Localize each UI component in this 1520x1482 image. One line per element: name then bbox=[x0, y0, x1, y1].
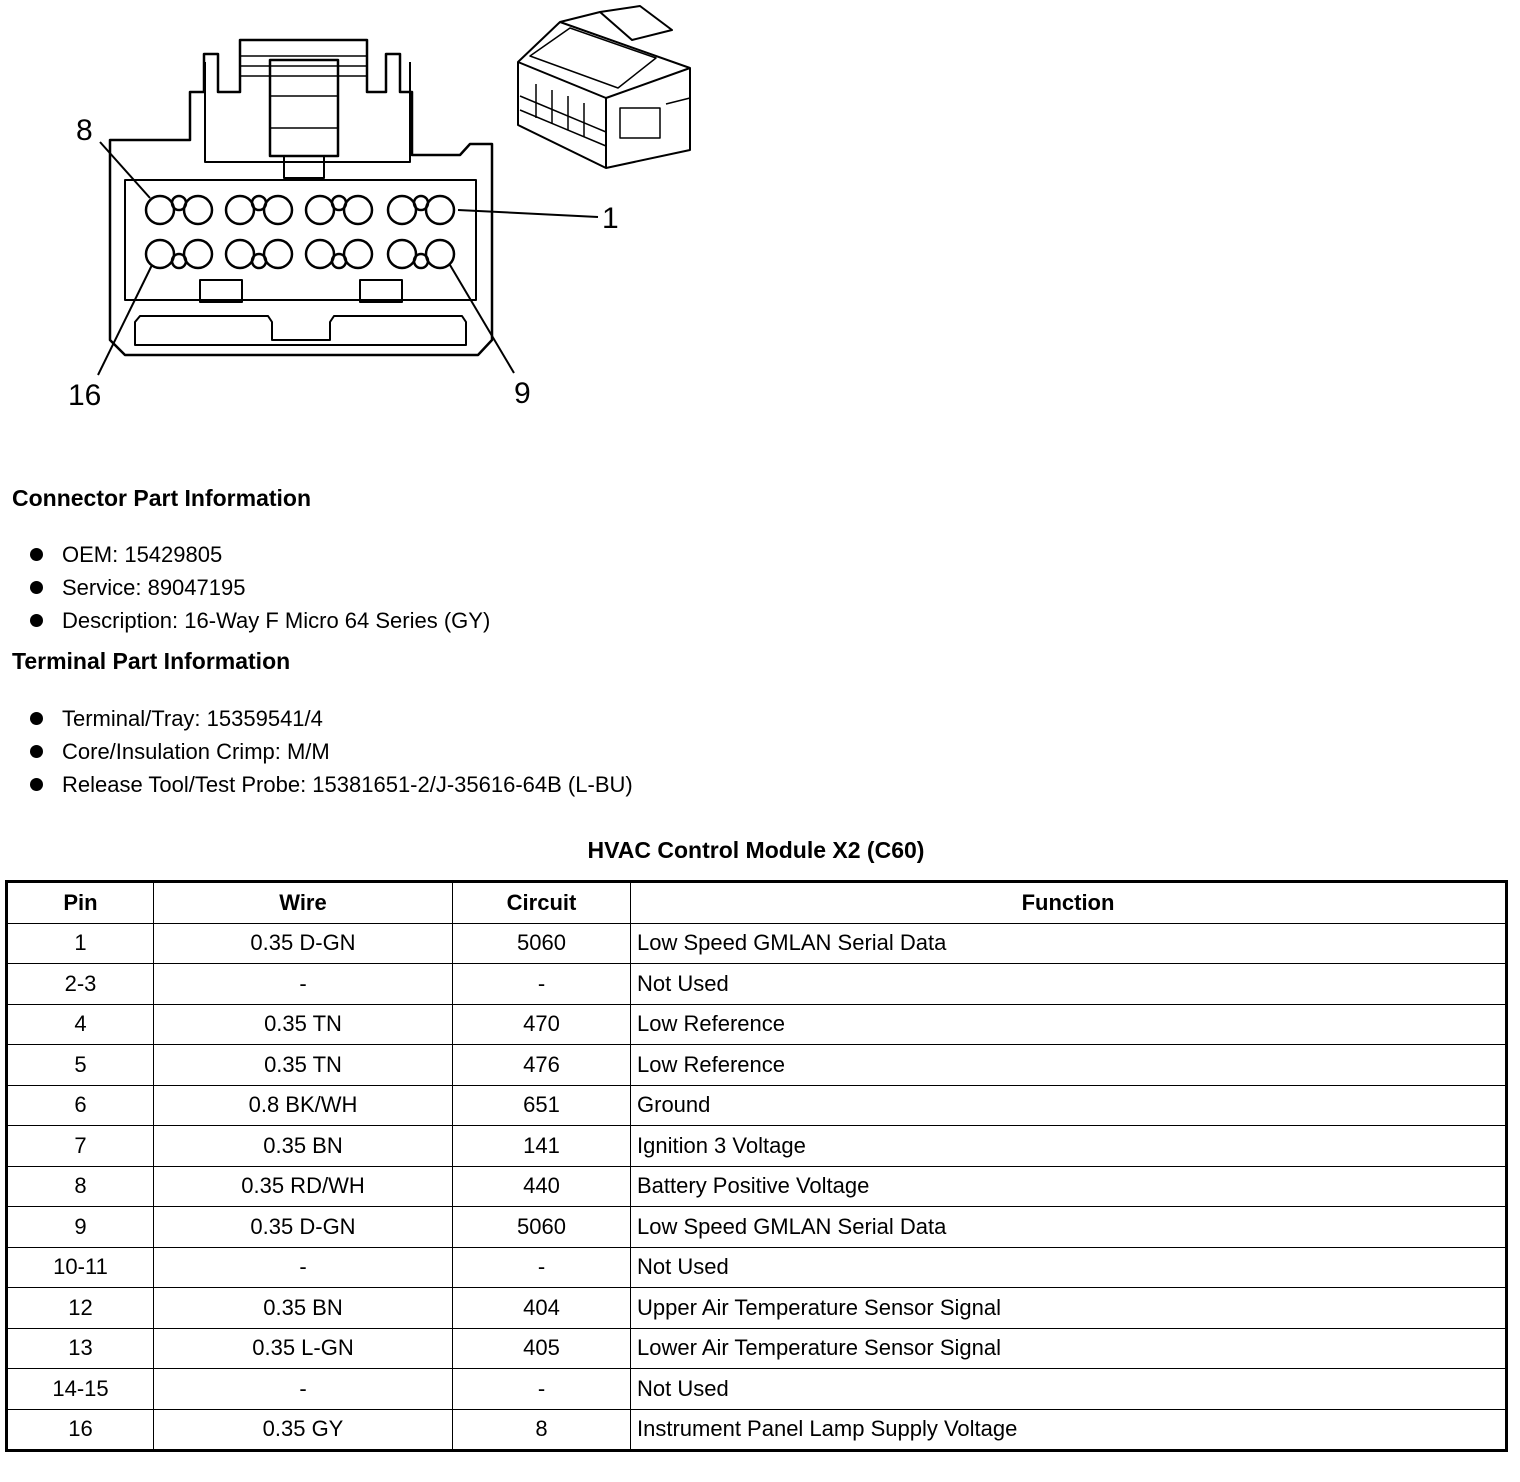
bullet-icon bbox=[30, 548, 43, 561]
cell-wire: 0.35 D-GN bbox=[154, 923, 453, 964]
cell-circuit: - bbox=[453, 1369, 631, 1410]
header-wire: Wire bbox=[154, 882, 453, 924]
cell-wire: 0.35 L-GN bbox=[154, 1328, 453, 1369]
cell-function: Low Speed GMLAN Serial Data bbox=[631, 1207, 1507, 1248]
list-item: Description: 16-Way F Micro 64 Series (GY) bbox=[28, 604, 490, 637]
cell-circuit: 8 bbox=[453, 1409, 631, 1451]
table-row bbox=[7, 1328, 1507, 1369]
connector-isometric-view bbox=[518, 6, 690, 168]
cell-function: Battery Positive Voltage bbox=[631, 1166, 1507, 1207]
cell-circuit: 476 bbox=[453, 1045, 631, 1086]
table-row bbox=[7, 1045, 1507, 1086]
table-row bbox=[7, 1085, 1507, 1126]
table-row bbox=[7, 1369, 1507, 1410]
terminal-info-list bbox=[28, 702, 633, 801]
table-row bbox=[7, 1247, 1507, 1288]
cell-wire: 0.35 TN bbox=[154, 1004, 453, 1045]
cell-wire: 0.35 BN bbox=[154, 1288, 453, 1329]
bullet-icon bbox=[30, 581, 43, 594]
pinout-table bbox=[5, 880, 1508, 1452]
cell-pin: 12 bbox=[7, 1288, 154, 1329]
cell-pin: 4 bbox=[7, 1004, 154, 1045]
cell-function: Low Reference bbox=[631, 1045, 1507, 1086]
cell-function: Lower Air Temperature Sensor Signal bbox=[631, 1328, 1507, 1369]
table-row bbox=[7, 1207, 1507, 1248]
pin-label-8: 8 bbox=[76, 114, 93, 147]
cell-circuit: 5060 bbox=[453, 923, 631, 964]
cell-circuit: 405 bbox=[453, 1328, 631, 1369]
list-item: Core/Insulation Crimp: M/M bbox=[28, 735, 633, 768]
cell-wire: 0.35 RD/WH bbox=[154, 1166, 453, 1207]
cell-wire: 0.35 BN bbox=[154, 1126, 453, 1167]
connector-diagram bbox=[0, 0, 720, 440]
cell-pin: 13 bbox=[7, 1328, 154, 1369]
bottom-row-cavities bbox=[146, 240, 454, 268]
cell-function: Low Speed GMLAN Serial Data bbox=[631, 923, 1507, 964]
bullet-icon bbox=[30, 614, 43, 627]
cell-pin: 16 bbox=[7, 1409, 154, 1451]
table-row bbox=[7, 1004, 1507, 1045]
cell-circuit: 440 bbox=[453, 1166, 631, 1207]
cell-circuit: 651 bbox=[453, 1085, 631, 1126]
connector-info-list bbox=[28, 538, 490, 637]
cell-function: Upper Air Temperature Sensor Signal bbox=[631, 1288, 1507, 1329]
cell-pin: 7 bbox=[7, 1126, 154, 1167]
cell-circuit: 5060 bbox=[453, 1207, 631, 1248]
cell-circuit: 141 bbox=[453, 1126, 631, 1167]
list-item: Service: 89047195 bbox=[28, 571, 490, 604]
cell-circuit: 470 bbox=[453, 1004, 631, 1045]
cell-wire: - bbox=[154, 1369, 453, 1410]
cell-wire: 0.35 GY bbox=[154, 1409, 453, 1451]
pin-label-9: 9 bbox=[514, 377, 531, 410]
cell-pin: 1 bbox=[7, 923, 154, 964]
table-row bbox=[7, 1288, 1507, 1329]
bullet-icon bbox=[30, 778, 43, 791]
cell-function: Not Used bbox=[631, 1369, 1507, 1410]
table-header-row bbox=[7, 882, 1507, 924]
cell-wire: 0.35 TN bbox=[154, 1045, 453, 1086]
pin-label-16: 16 bbox=[68, 379, 102, 412]
bullet-icon bbox=[30, 712, 43, 725]
table-row bbox=[7, 923, 1507, 964]
cell-function: Not Used bbox=[631, 964, 1507, 1005]
cell-pin: 8 bbox=[7, 1166, 154, 1207]
cell-function: Ignition 3 Voltage bbox=[631, 1126, 1507, 1167]
terminal-info-heading: Terminal Part Information bbox=[12, 648, 291, 674]
cell-function: Low Reference bbox=[631, 1004, 1507, 1045]
pin-label-1: 1 bbox=[602, 202, 619, 235]
header-pin: Pin bbox=[7, 882, 154, 924]
table-row bbox=[7, 964, 1507, 1005]
cell-pin: 9 bbox=[7, 1207, 154, 1248]
table-body bbox=[7, 923, 1507, 1451]
cell-wire: - bbox=[154, 1247, 453, 1288]
cell-wire: 0.35 D-GN bbox=[154, 1207, 453, 1248]
cell-circuit: - bbox=[453, 1247, 631, 1288]
header-circuit: Circuit bbox=[453, 882, 631, 924]
table-row bbox=[7, 1166, 1507, 1207]
connector-info-heading: Connector Part Information bbox=[12, 485, 312, 511]
cell-pin: 10-11 bbox=[7, 1247, 154, 1288]
cell-pin: 14-15 bbox=[7, 1369, 154, 1410]
cell-circuit: 404 bbox=[453, 1288, 631, 1329]
bullet-icon bbox=[30, 745, 43, 758]
cell-function: Ground bbox=[631, 1085, 1507, 1126]
header-function: Function bbox=[631, 882, 1507, 924]
table-row bbox=[7, 1409, 1507, 1451]
cell-wire: - bbox=[154, 964, 453, 1005]
cell-function: Instrument Panel Lamp Supply Voltage bbox=[631, 1409, 1507, 1451]
list-item: Release Tool/Test Probe: 15381651-2/J-35616-64B (L-BU) bbox=[28, 768, 633, 801]
cell-pin: 2-3 bbox=[7, 964, 154, 1005]
cell-wire: 0.8 BK/WH bbox=[154, 1085, 453, 1126]
cell-function: Not Used bbox=[631, 1247, 1507, 1288]
table-row bbox=[7, 1126, 1507, 1167]
cell-pin: 5 bbox=[7, 1045, 154, 1086]
cell-pin: 6 bbox=[7, 1085, 154, 1126]
list-item: OEM: 15429805 bbox=[28, 538, 490, 571]
list-item: Terminal/Tray: 15359541/4 bbox=[28, 702, 633, 735]
cell-circuit: - bbox=[453, 964, 631, 1005]
table-title: HVAC Control Module X2 (C60) bbox=[587, 837, 925, 863]
connector-latch bbox=[270, 60, 338, 156]
top-row-cavities bbox=[146, 196, 454, 224]
